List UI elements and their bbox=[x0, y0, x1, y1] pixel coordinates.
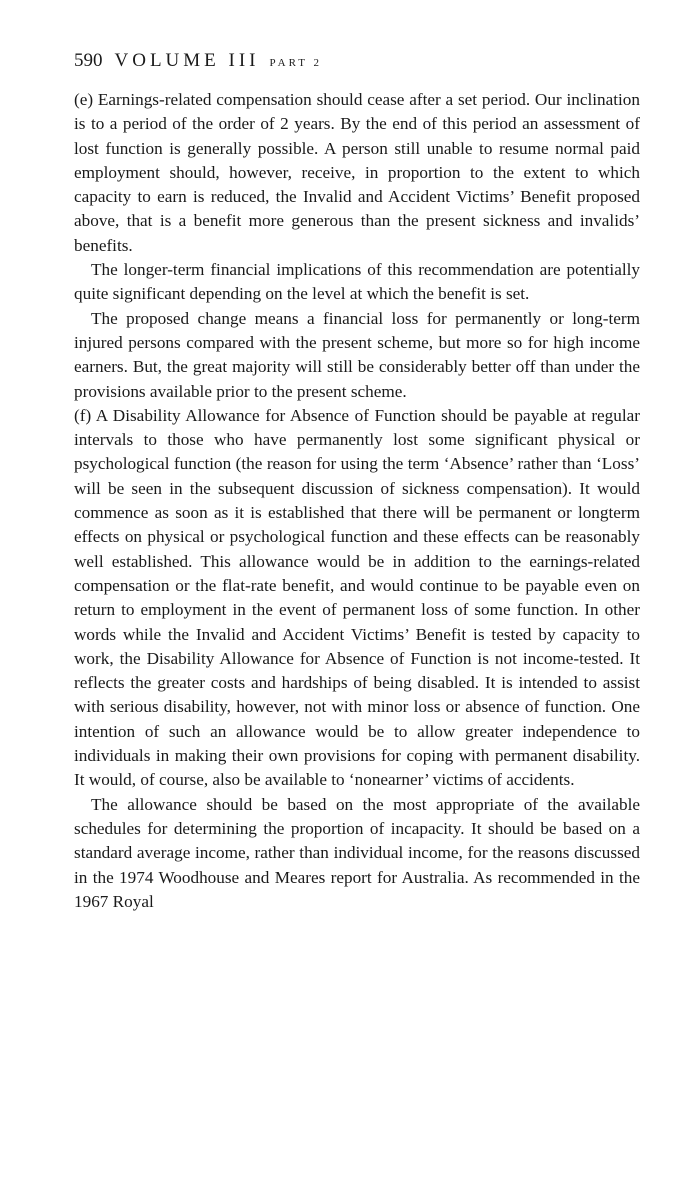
paragraph-allowance-basis: The allowance should be based on the most appropriate of the available schedules for determining the proportion of incapacity. It should be based on a standard average income, rather than individual income, for the reasons discussed in the 1974 Woodhouse and Meares report for Australia. As recommended in the 1967 Royal bbox=[74, 794, 640, 911]
paragraph-e: (e) Earnings-related compensation should cease after a set period. Our inclination is to a period of the order of 2 years. By the end of this period an assessment of lost function is generally possible. A person still unable to resume normal paid employment should, however, receive, in proportion to the extent to which capacity to earn is reduced, the Invalid and Accident Victims’ Benefit proposed above, that is a benefit more generous than the present sickness and invalids’ benefits. bbox=[74, 90, 640, 255]
running-head bbox=[74, 48, 640, 74]
volume-label: VOLUME III bbox=[114, 50, 260, 71]
paragraph-financial-implications: The longer-term financial implications of this recommendation are potentially quite significant depending on the level at which the benefit is set. bbox=[74, 260, 640, 304]
paragraph-financial-loss: The proposed change means a financial loss for permanently or long-term injured persons compared with the present scheme, but more so for high income earners. But, the great majority will still be considerably better off than under the provisions available prior to the present scheme. bbox=[74, 308, 640, 401]
paragraph-f: (f) A Disability Allowance for Absence of Function should be payable at regular intervals to those who have permanently lost some significant physical or psychological function (the reason for using the term ‘Absence’ rather than ‘Loss’ will be seen in the subsequent discussion of sickness compensation). It would commence as soon as it is established that there will be permanent or longterm effects on physical or psychological function and these effects can be reasonably well established. This allowance would be in addition to the earnings-related compensation or the flat-rate benefit, and would continue to be payable even on return to employment in the event of permanent loss of some function. In other words while the Invalid and Accident Victims’ Benefit is tested by capacity to work, the Disability Allowance for Absence of Function is not income-tested. It reflects the greater costs and hardships of being disabled. It is intended to assist with serious disability, however, not with minor loss or absence of function. One intention of such an allowance would be to allow greater independence to individuals in making their own provisions for coping with permanent disability. It would, of course, also be available to ‘nonearner’ victims of accidents. bbox=[74, 405, 640, 790]
document-page bbox=[74, 48, 640, 914]
page-number: 590 bbox=[74, 50, 103, 71]
part-label: PART 2 bbox=[269, 57, 323, 69]
